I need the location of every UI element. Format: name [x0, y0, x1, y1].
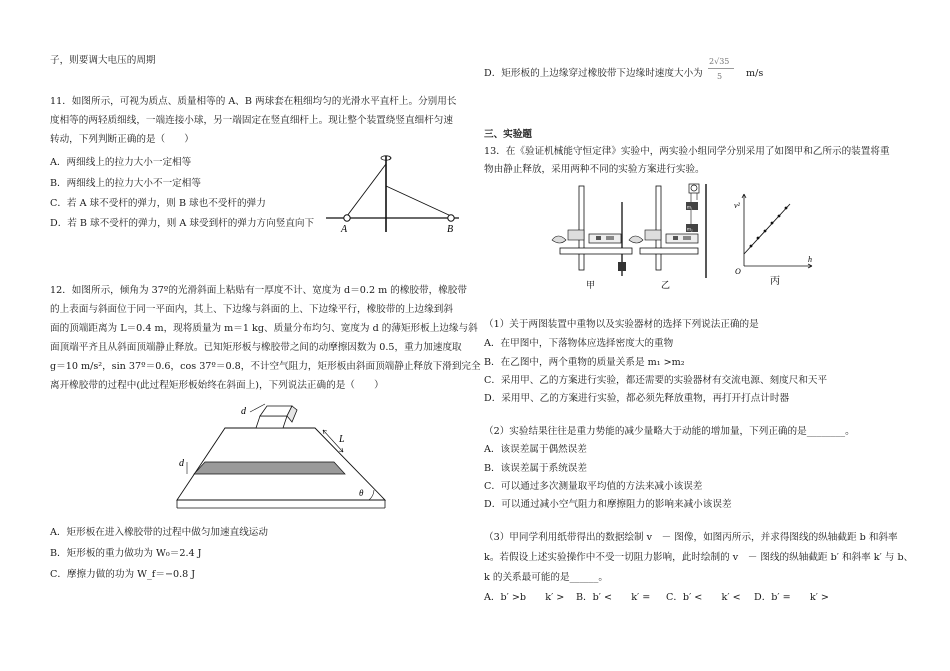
q13-p3-line-3: k 的关系最可能的是______。	[484, 572, 608, 583]
q12-line-4: 面顶端平齐且从斜面顶端静止释放。已知矩形板与橡胶带之间的动摩擦因数为 0.5，重力加速度取	[50, 342, 462, 353]
figure-label-bing: 丙	[770, 276, 780, 287]
q11-line-3: 转动，下列判断正确的是（ ）	[50, 134, 194, 145]
carry-over-text: 子，则要调大电压的周期	[50, 55, 156, 66]
figure-label-h: h	[808, 255, 812, 264]
q12-option-d-text: D．矩形板的上边缘穿过橡胶带下边缘时速度大小为	[484, 68, 703, 79]
figure-label-yi: 乙	[661, 280, 671, 290]
q12-option-b: B．矩形板的重力做功为 W₀＝2.4 J	[50, 548, 202, 559]
section-heading: 三、实验题	[484, 129, 532, 140]
q13-p2-option-b: B．该误差属于系统误差	[484, 463, 587, 474]
figure-yi	[629, 184, 706, 290]
q13-p1-option-c: C．采用甲、乙的方案进行实验，都还需要的实验器材有交流电源、刻度尺和天平	[484, 375, 828, 386]
q12-option-c: C．摩擦力做的功为 W_f＝−0.8 J	[50, 569, 196, 580]
q13-apparatus-figures	[544, 180, 844, 292]
q13-p2-option-d: D．可以通过减小空气阻力和摩擦阻力的影响来减小该误差	[484, 499, 732, 510]
q13-p3-option-a: A．b′ >b k′ >	[484, 592, 565, 603]
q12-label-d-top: d	[241, 406, 246, 417]
q11-figure	[314, 148, 464, 238]
q13-p3-option-d: D．b′ = k′ >	[754, 592, 829, 603]
q11-option-c: C．若 A 球不受杆的弹力，则 B 球也不受杆的弹力	[50, 198, 266, 209]
q13-p2-stem: （2）实验结果往往是重力势能的减少量略大于动能的增加量，下列正确的是________。	[484, 426, 855, 437]
q12-line-5: g＝10 m/s²，sin 37º＝0.6，cos 37º＝0.8，不计空气阻力，矩形板由斜面顶端静止释放下滑到完全	[50, 361, 481, 372]
q12-label-d-left: d	[179, 458, 184, 469]
q11-option-d: D．若 B 球不受杆的弹力，则 A 球受到杆的弹力方向竖直向下	[50, 218, 315, 229]
figure-label-jia: 甲	[586, 280, 596, 290]
q12-line-2: 的上表面与斜面位于同一平面内，其上、下边缘与斜面的上、下边缘平行，橡胶带的上边缘到斜	[50, 304, 453, 315]
q13-p1-option-b: B．在乙图中，两个重物的质量关系是 m₁ >m₂	[484, 357, 685, 368]
q12-option-d-frac-num: 2√35	[709, 57, 730, 66]
q11-option-a: A．两细线上的拉力大小一定相等	[50, 157, 192, 168]
q12-option-d-unit: m/s	[746, 68, 764, 79]
q12-label-L: L	[339, 434, 345, 445]
fraction-bar	[708, 68, 734, 69]
q13-p2-option-a: A．该误差属于偶然误差	[484, 444, 587, 455]
q13-p3-option-b: B．b′ < k′ =	[576, 592, 651, 603]
figure-jia	[552, 186, 632, 290]
q12-label-theta: θ	[359, 488, 364, 498]
q13-p2-option-c: C．可以通过多次测量取平均值的方法来减小该误差	[484, 481, 703, 492]
q12-line-6: 离开橡胶带的过程中(此过程矩形板始终在斜面上)，下列说法正确的是（ ）	[50, 380, 384, 391]
q12-option-d-frac-den: 5	[717, 72, 723, 81]
q11-line-2: 度相等的两轻质细线，一端连接小球，另一端固定在竖直细杆上。现让整个装置绕竖直细杆匀速	[50, 115, 453, 126]
q11-label-b: B	[447, 224, 454, 235]
q13-p1-option-d: D．采用甲、乙的方案进行实验，都必须先释放重物，再打开打点计时器	[484, 393, 790, 404]
q13-p3-option-c: C．b′ < k′ <	[666, 592, 741, 603]
q13-line-1: 13．在《验证机械能守恒定律》实验中，两实验小组同学分别采用了如图甲和乙所示的装置将重	[484, 146, 890, 157]
q13-p3-line-1: （3）甲同学利用纸带得出的数据绘制 v － 图像，如图丙所示，并求得图线的纵轴截距 b 和斜率	[484, 532, 898, 543]
q11-line-1: 11．如图所示，可视为质点、质量相等的 A、B 两球套在粗细均匀的光滑水平直杆上。分别用长	[50, 96, 457, 107]
q11-option-b: B．两细线上的拉力大小不一定相等	[50, 178, 201, 189]
q12-incline-figure	[175, 400, 405, 512]
figure-label-m2: m₂	[687, 227, 693, 233]
q13-line-2: 物由静止释放，采用两种不同的实验方案进行实验。	[484, 164, 705, 175]
q12-option-a: A．矩形板在进入橡胶带的过程中做匀加速直线运动	[50, 527, 268, 538]
q11-label-a: A	[341, 224, 348, 235]
q12-line-1: 12．如图所示，倾角为 37º的光滑斜面上粘贴有一厚度不计、宽度为 d＝0.2 m 的橡胶带，橡胶带	[50, 285, 467, 296]
figure-label-m1: m₁	[687, 205, 693, 211]
q13-p1-stem: （1）关于两图装置中重物以及实验器材的选择下列说法正确的是	[484, 319, 759, 330]
q13-p1-option-a: A．在甲图中，下落物体应选择密度大的重物	[484, 338, 674, 349]
figure-label-o: O	[735, 267, 741, 276]
figure-bing	[734, 194, 812, 287]
q12-line-3: 面的顶端距离为 L＝0.4 m，现将质量为 m＝1 kg、质量分布均匀、宽度为 d 的薄矩形板上边缘与斜	[50, 323, 478, 334]
q13-p3-line-2: k。若假设上述实验操作中不受一切阻力影响，此时绘制的 v － 图线的纵轴截距 b′ 和斜率 k′ 与 b、	[484, 552, 914, 563]
figure-label-v2: v²	[734, 201, 740, 210]
